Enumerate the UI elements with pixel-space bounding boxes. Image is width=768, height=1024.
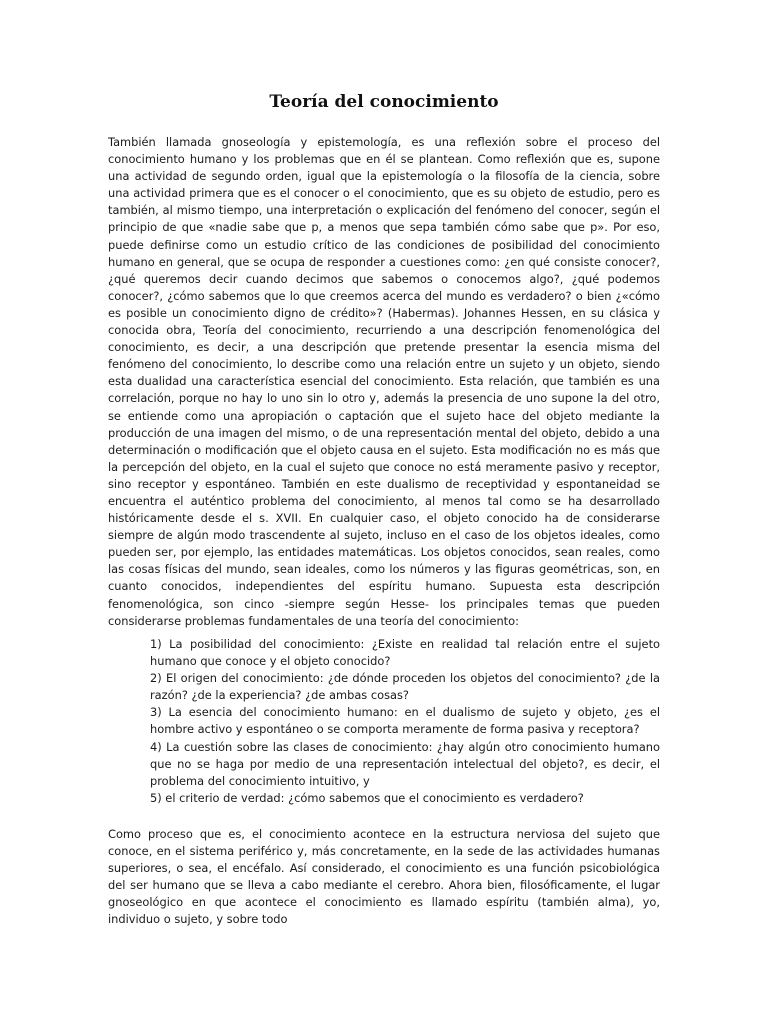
question-item-4: 4) La cuestión sobre las clases de conocimiento: ¿hay algún otro conocimiento humano que no se haga por medio de una representación intelectual del objeto?, es decir, el problema del conocimiento intuitivo, y <box>150 739 660 788</box>
body-paragraph-2: Como proceso que es, el conocimiento acontece en la estructura nerviosa del sujeto que conoce, en el sistema periférico y, más concretamente, en la sede de las actividades humanas superiores, o sea, el encéfalo. Así considerado, el conocimiento es una función psicobiológica del ser humano que se lleva a cabo mediante el cerebro. Ahora bien, filosóficamente, el lugar gnoseológico en que acontece el conocimiento es llamado espíritu (también alma), yo, individuo o sujeto, y sobre todo <box>108 827 660 927</box>
document-title: Teoría del conocimiento <box>269 92 499 112</box>
question-item-5: 5) el criterio de verdad: ¿cómo sabemos que el conocimiento es verdadero? <box>150 790 584 805</box>
body-paragraph-1: También llamada gnoseología y epistemología, es una reflexión sobre el proceso del conocimiento humano y los problemas que en él se plantean. Como reflexión que es, supone una actividad de segundo orden, igual que la epistemología o la filosofía de la ciencia, sobre una actividad primera que es el conocer o el conocimiento, que es su objeto de estudio, pero es también, al mismo tiempo, una interpretación o explicación del fenómeno del conocer, según el principio de que «nadie sabe que p, a menos que sepa también cómo sabe que p». Por eso, puede definirse como un estudio crítico de las condiciones de posibilidad del conocimiento humano en general, que se ocupa de responder a cuestiones como: ¿en qué consiste conocer?, ¿qué queremos decir cuando decimos que sabemos o conocemos algo?, ¿qué podemos conocer?, ¿cómo sabemos que lo que creemos acerca del mundo es verdadero? o bien ¿«cómo es posible un conocimiento digno de crédito»? (Habermas). Johannes Hessen, en su clásica y conocida obra, Teoría del conocimiento, recurriendo a una descripción fenomenológica del conocimiento, es decir, a una descripción que pretende presentar la esencia misma del fenómeno del conocimiento, lo describe como una relación entre un sujeto y un objeto, siendo esta dualidad una característica esencial del conocimiento. Esta relación, que también es una correlación, porque no hay lo uno sin lo otro y, además la presencia de uno supone la del otro, se entiende como una apropiación o captación que el sujeto hace del objeto mediante la producción de una imagen del mismo, o de una representación mental del objeto, debido a una determinación o modificación que el objeto causa en el sujeto. Esta modificación no es más que la percepción del objeto, en la cual el sujeto que conoce no está meramente pasivo y receptor, sino receptor y espontáneo. También en este dualismo de receptividad y espontaneidad se encuentra el auténtico problema del conocimiento, al menos tal como se ha desarrollado históricamente desde el s. XVII. En cualquier caso, el objeto conocido ha de considerarse siempre de algún modo trascendente al sujeto, incluso en el caso de los objetos ideales, como pueden ser, por ejemplo, las entidades matemáticas. Los objetos conocidos, sean reales, como las cosas físicas del mundo, sean ideales, como los números y las figuras geométricas, son, en cuanto conocidos, independientes del espíritu humano. Supuesta esta descripción fenomenológica, son cinco -siempre según Hesse- los principales temas que pueden considerarse problemas fundamentales de una teoría del conocimiento: <box>108 135 660 628</box>
question-item-3: 3) La esencia del conocimiento humano: en el dualismo de sujeto y objeto, ¿es el hombre activo y espontáneo o se comporta meramente de forma pasiva y receptora? <box>150 705 660 737</box>
question-item-2: 2) El origen del conocimiento: ¿de dónde proceden los objetos del conocimiento? ¿de la razón? ¿de la experiencia? ¿de ambas cosas? <box>150 671 660 703</box>
question-item-1: 1) La posibilidad del conocimiento: ¿Existe en realidad tal relación entre el sujeto humano que conoce y el objeto conocido? <box>150 637 660 669</box>
question-list <box>150 636 660 807</box>
